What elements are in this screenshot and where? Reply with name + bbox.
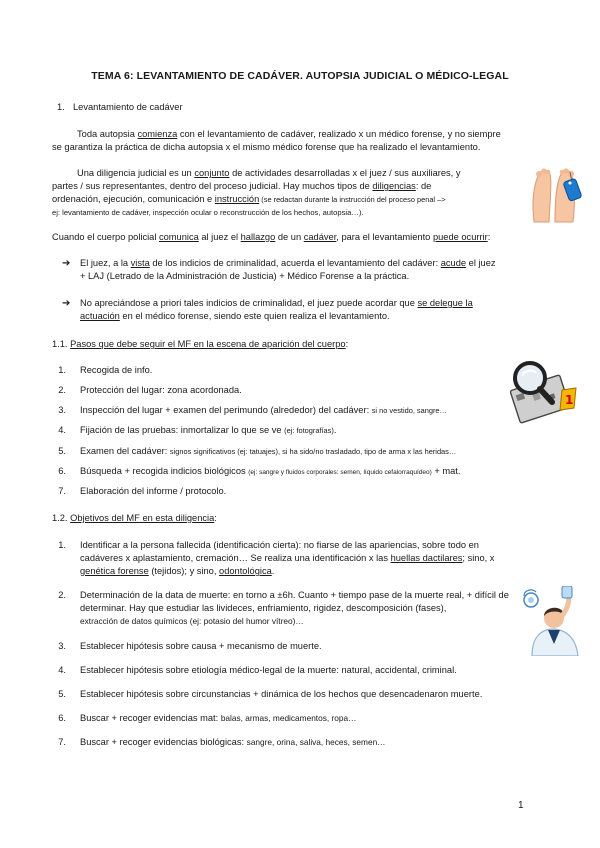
list-number: 1. xyxy=(58,540,66,550)
list-item: Buscar + recoger evidencias biológicas: sangre, orina, saliva, heces, semen… xyxy=(80,737,386,747)
feet-with-toe-tag-icon xyxy=(528,160,582,224)
list-item: Buscar + recoger evidencias mat: balas, armas, medicamentos, ropa… xyxy=(80,713,357,723)
list-item: Protección del lugar: zona acordonada. xyxy=(80,385,242,395)
list-number: 6. xyxy=(58,713,66,723)
subsection-heading: 1.2. Objetivos del MF en esta diligencia: xyxy=(52,513,217,523)
list-item: extracción de datos químicos (ej: potasio del humor vítreo)… xyxy=(80,616,304,626)
list-item: Establecer hipótesis sobre etiología médico-legal de la muerte: natural, accidental, criminal. xyxy=(80,665,457,675)
list-item: Examen del cadáver: signos significativos (ej: tatuajes), si ha sido/no trasladado, tipo de arma x las heridas… xyxy=(80,446,457,456)
paragraph-line: ej: levantamiento de cadáver, inspección ocular o reconstrucción de los hechos, autopsia…). xyxy=(52,208,364,217)
arrow-bullet-icon: ➔ xyxy=(62,298,71,309)
list-item: cadáveres x aplastamiento, cremación… Se realiza una identificación x las huellas dactilares; sino, x xyxy=(80,553,495,563)
list-item: Inspección del lugar + examen del perimundo (alrededor) del cadáver: si no vestido, sangre… xyxy=(80,405,447,415)
list-item: Fijación de las pruebas: inmortalizar lo que se ve (ej: fotografías). xyxy=(80,425,337,435)
list-number: 7. xyxy=(58,737,66,747)
svg-text:1: 1 xyxy=(565,393,574,407)
list-number: 5. xyxy=(58,446,66,456)
page-title: TEMA 6: LEVANTAMIENTO DE CADÁVER. AUTOPSIA JUDICIAL O MÉDICO-LEGAL xyxy=(91,70,509,82)
list-number: 5. xyxy=(58,689,66,699)
list-item: Elaboración del informe / protocolo. xyxy=(80,486,227,496)
paragraph-line: se garantiza la práctica de dicha autopsia x el mismo médico forense que ha realizado el levantamiento. xyxy=(52,142,481,152)
list-number: 7. xyxy=(58,486,66,496)
section-number: 1. xyxy=(57,102,65,112)
list-number: 2. xyxy=(58,590,66,600)
list-item: Determinación de la data de muerte: en torno a ±6h. Cuanto + tiempo pase de la muerte real, + difícil de xyxy=(80,590,509,600)
subsection-heading: 1.1. Pasos que debe seguir el MF en la escena de aparición del cuerpo: xyxy=(52,339,349,349)
list-item: Identificar a la persona fallecida (identificación cierta): no fiarse de las apariencias, sobre todo en xyxy=(80,540,479,550)
list-number: 4. xyxy=(58,665,66,675)
list-number: 2. xyxy=(58,385,66,395)
list-number: 1. xyxy=(58,365,66,375)
arrow-bullet-icon: ➔ xyxy=(62,258,71,269)
list-item: Búsqueda + recogida indicios biológicos (ej: sangre y fluidos corporales: semen, líquido cefalorraquídeo) + mat. xyxy=(80,466,461,476)
list-item: Establecer hipótesis sobre circunstancias + dinámica de los hechos que desencadenaron muerte. xyxy=(80,689,483,699)
list-number: 3. xyxy=(58,405,66,415)
bullet-text: El juez, a la vista de los indicios de criminalidad, acuerda el levantamiento del cadáver: acude el juez xyxy=(80,258,496,268)
list-item: genética forense (tejidos); y sino, odontológica. xyxy=(80,566,275,576)
bullet-text: actuación en el médico forense, siendo este quien realiza el levantamiento. xyxy=(80,311,390,321)
list-number: 6. xyxy=(58,466,66,476)
list-item: Establecer hipótesis sobre causa + mecanismo de muerte. xyxy=(80,641,322,651)
forensic-scientist-icon xyxy=(522,586,586,656)
bullet-text: + LAJ (Letrado de la Administración de Justicia) + Médico Forense a la práctica. xyxy=(80,271,410,281)
paragraph-line: ordenación, ejecución, comunicación e instrucción (se redactan durante la instrucción del proceso penal –> xyxy=(52,194,446,204)
page-number: 1 xyxy=(518,800,524,811)
magnifier-evidence-icon xyxy=(500,352,580,424)
list-number: 4. xyxy=(58,425,66,435)
list-number: 3. xyxy=(58,641,66,651)
list-item: determinar. Hay que estudiar las livideces, enfriamiento, rigidez, descomposición (fases), xyxy=(80,603,447,613)
paragraph-line: Una diligencia judicial es un conjunto de actividades desarrolladas x el juez / sus auxiliares, y xyxy=(77,168,461,178)
paragraph-line: partes / sus representantes, dentro del proceso judicial. Hay muchos tipos de diligencias: de xyxy=(52,181,432,191)
section-heading: Levantamiento de cadáver xyxy=(73,102,183,112)
paragraph-line: Cuando el cuerpo policial comunica al juez el hallazgo de un cadáver, para el levantamiento puede ocurrir: xyxy=(52,232,491,242)
bullet-text: No apreciándose a priori tales indicios de criminalidad, el juez puede acordar que se delegue la xyxy=(80,298,473,308)
paragraph-line: Toda autopsia comienza con el levantamiento de cadáver, realizado x un médico forense, y no siempre xyxy=(77,129,501,139)
list-item: Recogida de info. xyxy=(80,365,153,375)
